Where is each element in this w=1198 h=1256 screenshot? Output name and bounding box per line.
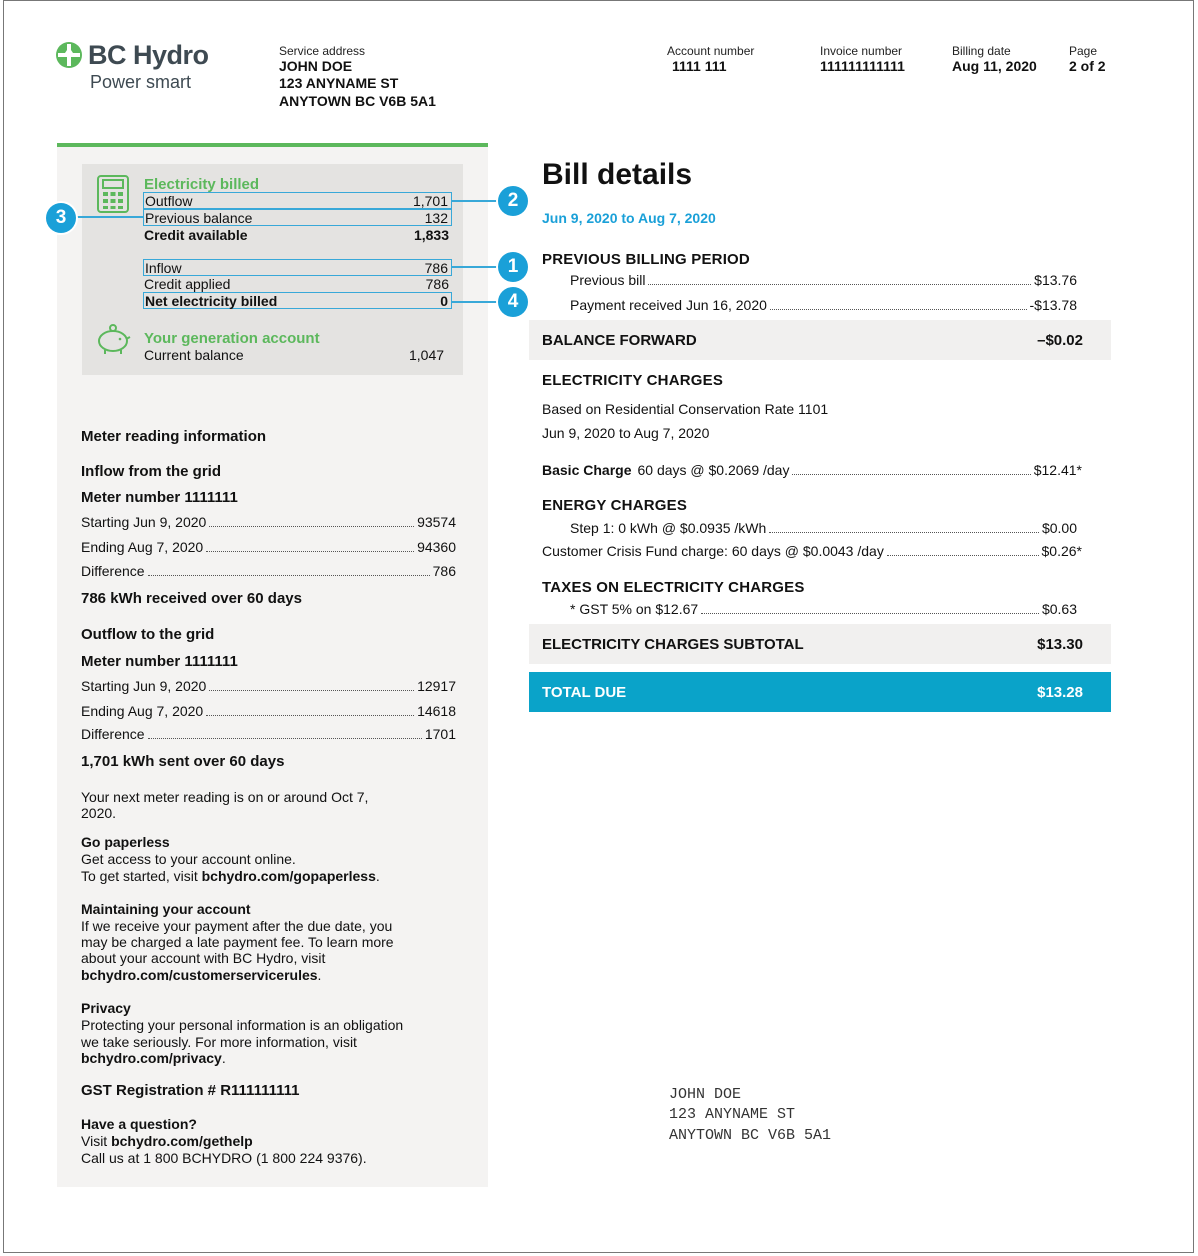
outflow-value: 1,701 — [412, 193, 448, 209]
go-paperless-line-1: Get access to your account online. — [81, 851, 296, 867]
outflow-meter-number: Meter number 1111111 — [81, 653, 238, 670]
total-due-band — [529, 672, 1111, 712]
balance-forward-value: –$0.02 — [1037, 332, 1083, 349]
outflow-start-label: Starting Jun 9, 2020 — [81, 678, 207, 694]
billing-period: Jun 9, 2020 to Aug 7, 2020 — [542, 210, 716, 226]
mailing-street: 123 ANYNAME ST — [669, 1106, 796, 1123]
inflow-label: Inflow — [145, 260, 182, 276]
privacy-title: Privacy — [81, 1000, 131, 1016]
basic-charge-row — [542, 462, 1082, 480]
callout-1: 1 — [498, 252, 528, 282]
maintaining-line-2: may be charged a late payment fee. To learn more — [81, 934, 394, 950]
rate-description: Based on Residential Conservation Rate 1101 — [542, 401, 829, 417]
electricity-charges-title: ELECTRICITY CHARGES — [542, 372, 724, 389]
service-address-label: Service address — [279, 44, 366, 58]
outflow-end-row — [81, 703, 456, 721]
gst-value: $0.63 — [1041, 601, 1077, 617]
mailing-city: ANYTOWN BC V6B 5A1 — [669, 1127, 832, 1144]
outflow-end-label: Ending Aug 7, 2020 — [81, 703, 204, 719]
previous-billing-period-title: PREVIOUS BILLING PERIOD — [542, 251, 750, 268]
inflow-value: 786 — [424, 260, 448, 276]
basic-charge-detail: 60 days @ $0.2069 /day — [637, 462, 790, 478]
maintaining-line-3: about your account with BC Hydro, visit — [81, 950, 326, 966]
privacy-period: . — [221, 1050, 226, 1066]
inflow-start-label: Starting Jun 9, 2020 — [81, 514, 207, 530]
previous-bill-row — [570, 272, 1077, 290]
inflow-diff-label: Difference — [81, 563, 145, 579]
credit-available-value: 1,833 — [413, 227, 449, 243]
privacy-line-2: we take seriously. For more information, visit — [81, 1034, 357, 1050]
credit-available-row — [143, 227, 452, 243]
maintaining-line-1: If we receive your payment after the due date, you — [81, 918, 393, 934]
billing-date-label: Billing date — [952, 44, 1011, 58]
outflow-grid-title: Outflow to the grid — [81, 626, 215, 643]
calculator-icon — [97, 175, 129, 213]
previous-balance-label: Previous balance — [145, 210, 253, 226]
payment-received-label: Payment received Jun 16, 2020 — [570, 297, 767, 313]
invoice-number: 111111111111 — [820, 58, 905, 74]
gst-row — [570, 601, 1077, 619]
outflow-start-row — [81, 678, 456, 696]
meter-reading-title: Meter reading information — [81, 428, 267, 445]
rate-period: Jun 9, 2020 to Aug 7, 2020 — [542, 425, 710, 441]
energy-charges-title: ENERGY CHARGES — [542, 497, 688, 514]
inflow-diff-value: 786 — [432, 563, 456, 579]
gst-registration: GST Registration # R111111111 — [81, 1082, 300, 1099]
crisis-fund-row — [542, 543, 1082, 561]
taxes-title: TAXES ON ELECTRICITY CHARGES — [542, 579, 805, 596]
account-number-label: Account number — [667, 44, 755, 58]
previous-balance-value: 132 — [424, 210, 448, 226]
outflow-label: Outflow — [145, 193, 193, 209]
total-due-value: $13.28 — [1037, 684, 1083, 701]
piggy-bank-icon — [95, 321, 131, 355]
question-title: Have a question? — [81, 1116, 197, 1132]
maintaining-period: . — [317, 967, 322, 983]
gst-label: * GST 5% on $12.67 — [570, 601, 699, 617]
net-electricity-billed-label: Net electricity billed — [145, 293, 278, 309]
step1-label: Step 1: 0 kWh @ $0.0935 /kWh — [570, 520, 767, 536]
outflow-row — [143, 192, 452, 209]
electricity-billed-title: Electricity billed — [144, 176, 260, 193]
previous-bill-value: $13.76 — [1034, 272, 1077, 288]
outflow-diff-row — [81, 726, 456, 744]
current-balance-label: Current balance — [144, 347, 244, 363]
outflow-diff-label: Difference — [81, 726, 145, 742]
brand-tagline: Power smart — [90, 72, 192, 92]
outflow-diff-value: 1701 — [424, 726, 456, 742]
customerservicerules-link[interactable]: bchydro.com/customerservicerules — [81, 967, 318, 983]
go-paperless-text: To get started, visit — [81, 868, 202, 884]
balance-forward-band — [529, 320, 1111, 360]
account-number: 1111 111 — [672, 58, 727, 74]
callout-3-line — [66, 216, 144, 218]
crisis-fund-value: $0.26* — [1041, 543, 1082, 559]
net-electricity-billed-value: 0 — [440, 293, 448, 309]
next-reading-line-2: 2020. — [81, 805, 117, 821]
step1-row — [570, 520, 1077, 538]
maintaining-account-title: Maintaining your account — [81, 901, 251, 917]
outflow-summary: 1,701 kWh sent over 60 days — [81, 753, 285, 770]
generation-account-title: Your generation account — [144, 330, 320, 347]
inflow-row — [143, 259, 452, 276]
next-reading-line-1: Your next meter reading is on or around Oct 7, — [81, 789, 369, 805]
subtotal-label: ELECTRICITY CHARGES SUBTOTAL — [542, 636, 804, 653]
go-paperless-period: . — [375, 868, 380, 884]
question-line-1 — [81, 1133, 253, 1150]
page-label: Page — [1069, 44, 1098, 58]
privacy-link[interactable]: bchydro.com/privacy — [81, 1050, 222, 1066]
customer-city: ANYTOWN BC V6B 5A1 — [279, 93, 436, 109]
current-balance-value: 1,047 — [409, 347, 445, 363]
step1-value: $0.00 — [1041, 520, 1077, 536]
go-paperless-title: Go paperless — [81, 834, 170, 850]
subtotal-value: $13.30 — [1037, 636, 1083, 653]
page-number: 2 of 2 — [1069, 58, 1106, 74]
credit-applied-label: Credit applied — [144, 276, 231, 292]
mailing-name: JOHN DOE — [669, 1086, 742, 1103]
inflow-start-row — [81, 514, 456, 532]
invoice-number-label: Invoice number — [820, 44, 903, 58]
previous-bill-label: Previous bill — [570, 272, 646, 288]
gopaperless-link[interactable]: bchydro.com/gopaperless — [201, 868, 376, 884]
inflow-grid-title: Inflow from the grid — [81, 463, 221, 480]
credit-applied-value: 786 — [425, 276, 449, 292]
crisis-fund-label: Customer Crisis Fund charge: 60 days @ $0.0043 /day — [542, 543, 884, 559]
inflow-end-row — [81, 539, 456, 557]
credit-applied-row — [143, 276, 452, 292]
privacy-line-3 — [81, 1050, 226, 1067]
basic-charge-label: Basic Charge — [542, 462, 632, 478]
total-due-label: TOTAL DUE — [542, 684, 627, 701]
gethelp-link[interactable]: bchydro.com/gethelp — [111, 1133, 253, 1149]
callout-1-line — [452, 266, 502, 268]
payment-received-row — [570, 297, 1077, 315]
bc-hydro-logo-icon — [55, 41, 83, 69]
brand-name: BC Hydro — [88, 40, 209, 70]
basic-charge-value: $12.41* — [1033, 462, 1082, 478]
previous-balance-row — [143, 209, 452, 226]
billing-date: Aug 11, 2020 — [952, 58, 1037, 74]
bill-details-title: Bill details — [542, 158, 693, 191]
callout-3: 3 — [46, 203, 76, 233]
inflow-meter-number: Meter number 1111111 — [81, 489, 238, 506]
callout-2-line — [452, 200, 502, 202]
outflow-end-value: 14618 — [417, 703, 456, 719]
question-line-2: Call us at 1 800 BCHYDRO (1 800 224 9376). — [81, 1150, 367, 1166]
inflow-end-value: 94360 — [417, 539, 456, 555]
inflow-summary: 786 kWh received over 60 days — [81, 590, 302, 607]
privacy-line-1: Protecting your personal information is an obligation — [81, 1017, 404, 1033]
inflow-end-label: Ending Aug 7, 2020 — [81, 539, 204, 555]
customer-name: JOHN DOE — [279, 58, 353, 74]
callout-2: 2 — [498, 186, 528, 216]
inflow-diff-row — [81, 563, 456, 581]
balance-forward-label: BALANCE FORWARD — [542, 332, 697, 349]
callout-4-line — [452, 301, 502, 303]
go-paperless-line-2 — [81, 868, 380, 885]
credit-available-label: Credit available — [144, 227, 248, 243]
payment-received-value: -$13.78 — [1029, 297, 1077, 313]
subtotal-band — [529, 624, 1111, 664]
outflow-start-value: 12917 — [417, 678, 456, 694]
callout-4: 4 — [498, 287, 528, 317]
net-electricity-billed-row — [143, 292, 452, 309]
maintaining-line-4 — [81, 967, 321, 984]
inflow-start-value: 93574 — [417, 514, 456, 530]
customer-street: 123 ANYNAME ST — [279, 75, 399, 91]
question-visit-text: Visit — [81, 1133, 112, 1149]
